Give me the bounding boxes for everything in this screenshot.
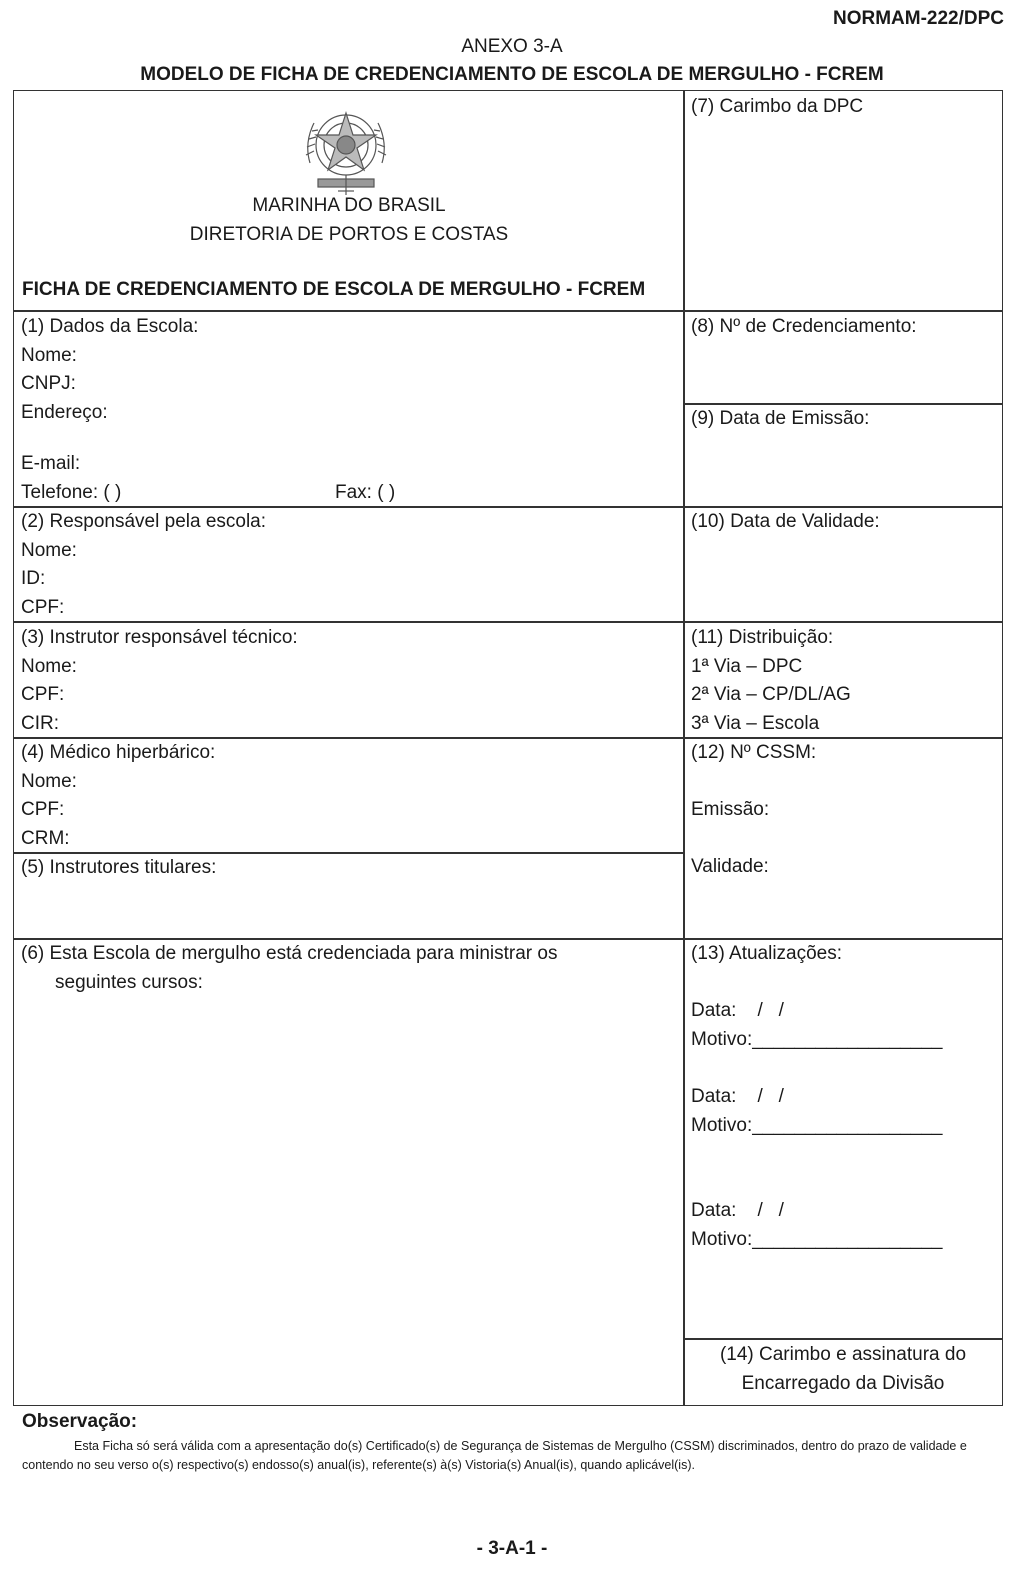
section-14-line2: Encarregado da Divisão — [741, 1372, 945, 1394]
distribution-box — [691, 624, 851, 738]
issue-date-box — [691, 405, 869, 434]
cnpj-label: CNPJ: — [21, 373, 76, 395]
section-14-line1: (14) Carimbo e assinatura do — [719, 1344, 967, 1365]
update-entry — [691, 1083, 942, 1140]
update-date-label: Data: / / — [691, 1200, 784, 1221]
org-name: MARINHA DO BRASIL — [252, 195, 446, 216]
form-title: FICHA DE CREDENCIAMENTO DE ESCOLA DE MERGULHO - FCREM — [22, 279, 646, 300]
annex-title: ANEXO 3-A — [461, 36, 563, 57]
section-responsible — [21, 508, 266, 622]
section-6-line1: (6) Esta Escola de mergulho está credenciada para ministrar os — [21, 943, 558, 964]
update-entry — [691, 1197, 942, 1254]
section-13-title: (13) Atualizações: — [691, 943, 843, 964]
responsible-id-label: ID: — [21, 568, 46, 590]
doctor-cpf-label: CPF: — [21, 799, 65, 821]
section-10-title: (10) Data de Validade: — [691, 511, 880, 532]
update-entry — [691, 997, 942, 1054]
section-4-title: (4) Médico hiperbárico: — [21, 742, 216, 763]
update-reason-label: Motivo:__________________ — [691, 1028, 943, 1050]
section-7-title: (7) Carimbo da DPC — [691, 96, 864, 117]
school-contact — [21, 450, 396, 507]
updates-box — [691, 940, 842, 969]
division-signature-box — [684, 1341, 1002, 1398]
fax-label: Fax: ( ) — [335, 481, 396, 503]
section-technical-instructor — [21, 624, 298, 738]
org-directorate: DIRETORIA DE PORTOS E COSTAS — [189, 224, 509, 245]
responsible-cpf-label: CPF: — [21, 596, 65, 618]
section-9-title: (9) Data de Emissão: — [691, 408, 870, 429]
instructor-cir-label: CIR: — [21, 712, 59, 734]
section-titular-instructors — [21, 854, 216, 883]
form-frame — [13, 90, 1003, 1406]
validity-date-box — [691, 508, 880, 537]
section-3-title: (3) Instrutor responsável técnico: — [21, 627, 298, 648]
email-label: E-mail: — [21, 453, 81, 474]
section-courses — [21, 940, 557, 997]
observation-title: Observação: — [22, 1411, 138, 1432]
cssm-box — [691, 739, 816, 882]
section-5-title: (5) Instrutores titulares: — [21, 857, 217, 878]
section-school-data — [21, 313, 198, 427]
responsible-name-label: Nome: — [21, 539, 77, 561]
cssm-validity-label: Validade: — [691, 856, 769, 878]
instructor-cpf-label: CPF: — [21, 684, 65, 706]
section-hyperbaric-doctor — [21, 739, 215, 853]
doctor-crm-label: CRM: — [21, 827, 70, 849]
section-8-title: (8) Nº de Credenciamento: — [691, 316, 917, 337]
phone-label: Telefone: ( ) — [21, 481, 122, 503]
observation-text: Esta Ficha só será válida com a apresentação do(s) Certificado(s) de Segurança de Sistemas de Mergulho (CSSM) discriminados, dentro do prazo de validade e contendo no seu verso o(s) respectivo(s) endosso(s) anual(is), referente(s) à(s) Vistoria(s) Anual(is), quando aplicável(is). — [22, 1439, 967, 1472]
section-6-line2: seguintes cursos: — [55, 971, 203, 993]
distribution-via-2: 2ª Via – CP/DL/AG — [691, 684, 851, 706]
section-11-title: (11) Distribuição: — [691, 627, 834, 648]
distribution-via-3: 3ª Via – Escola — [691, 712, 820, 734]
address-label: Endereço: — [21, 401, 108, 423]
update-reason-label: Motivo:__________________ — [691, 1228, 943, 1250]
normam-code: NORMAM-222/DPC — [832, 8, 1004, 29]
update-date-label: Data: / / — [691, 1000, 784, 1021]
model-title: MODELO DE FICHA DE CREDENCIAMENTO DE ESCOLA DE MERGULHO - FCREM — [140, 64, 884, 85]
section-12-title: (12) Nº CSSM: — [691, 742, 817, 763]
cssm-issue-label: Emissão: — [691, 799, 770, 821]
dpc-stamp-box — [691, 93, 863, 122]
school-name-label: Nome: — [21, 344, 77, 366]
coat-of-arms-icon — [296, 103, 396, 199]
accreditation-number-box — [691, 313, 917, 342]
section-1-title: (1) Dados da Escola: — [21, 316, 199, 337]
instructor-name-label: Nome: — [21, 655, 77, 677]
section-2-title: (2) Responsável pela escola: — [21, 511, 267, 532]
update-date-label: Data: / / — [691, 1086, 784, 1107]
page-number: - 3-A-1 - — [476, 1538, 548, 1559]
doctor-name-label: Nome: — [21, 770, 77, 792]
update-reason-label: Motivo:__________________ — [691, 1114, 943, 1136]
distribution-via-1: 1ª Via – DPC — [691, 655, 803, 677]
